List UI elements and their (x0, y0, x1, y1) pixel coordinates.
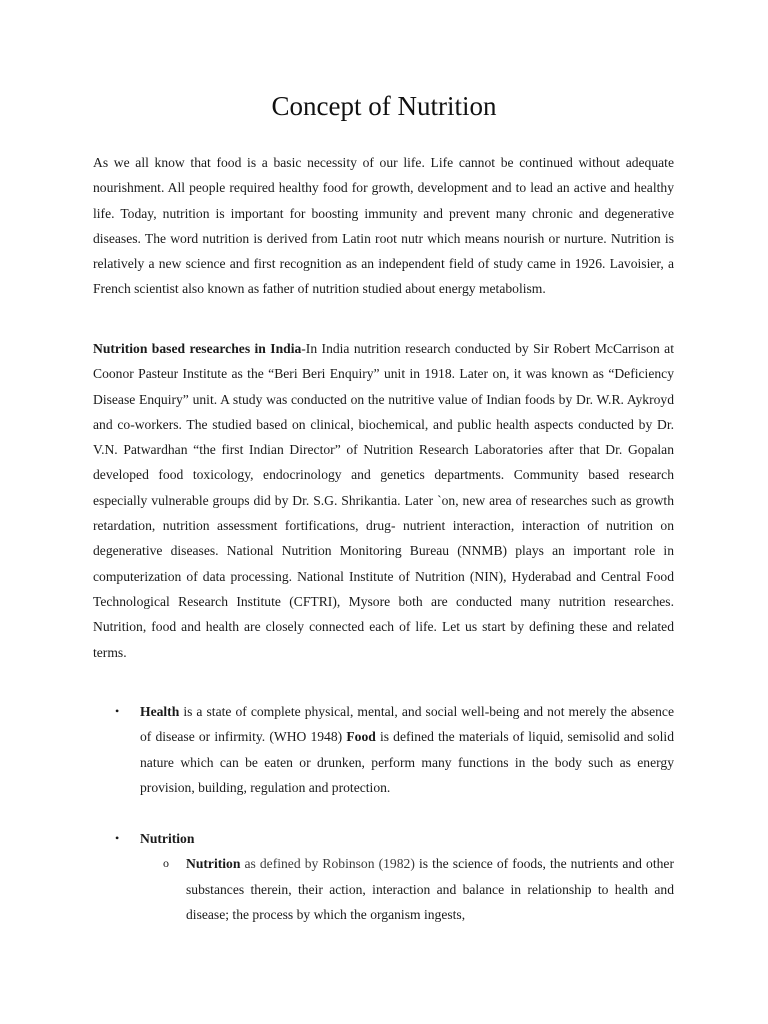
food-definition: is defined the materials of liquid, semisolid and solid nature which can be eaten or drunken, perform many functions in the body such as energy provision, building, regulation and protection. (140, 729, 675, 795)
sub-list-item-robinson (140, 851, 674, 927)
definitions-list (93, 699, 674, 800)
bullet-icon: • (115, 704, 120, 718)
research-heading: Nutrition based researches in India (93, 341, 302, 356)
robinson-reference: as defined by Robinson (1982) (240, 856, 415, 872)
sub-bullet-icon: o (163, 856, 169, 871)
intro-paragraph: As we all know that food is a basic necessity of our life. Life cannot be continued without adequate nourishment. All people required healthy food for growth, development and to lead an active and healthy life. Today, nutrition is important for boosting immunity and prevent many chronic and degenerative diseases. The word nutrition is derived from Latin root nutr which means nourish or nurture. Nutrition is relatively a new science and first recognition as an independent field of study came in 1926. Lavoisier, a French scientist also known as father of nutrition studied about energy metabolism. (93, 155, 674, 297)
bullet-icon: • (115, 831, 120, 845)
robinson-definition: is the science of foods, the nutrients and other substances therein, their action, interaction and balance in relationship to health and disease; the process by which the organism ingests, (186, 856, 674, 922)
research-text: -In India nutrition research conducted by Sir Robert McCarrison at Coonor Pasteur Institute as the “Beri Beri Enquiry” unit in 1918. Later on, it was known as “Deficiency Disease Enquiry” unit. A study was conducted on the nutritive value of Indian foods by Dr. W.R. Aykroyd and co-workers. The studied based on clinical, biochemical, and public health aspects conducted by Dr. V.N. Patwardhan “the first Indian Director” of Nutrition Research Laboratories after that Dr. Gopalan developed food toxicology, endocrinology and genetics departments. Community based research especially vulnerable groups did by Dr. S.G. Shrikantia. Later `on, new area of researches such as growth retardation, nutrition assessment fortifications, drug- nutrient interaction, interaction of nutrition on degenerative diseases. National Nutrition Monitoring Bureau (NNMB) plays an important role in computerization of data processing. National Institute of Nutrition (NIN), Hyderabad and Central Food Technological Research Institute (CFTRI), Mysore both are conducted many nutrition researches. Nutrition, food and health are closely connected each of life. Let us start by defining these and related terms. (93, 341, 674, 660)
sub-nutrition-term: Nutrition (186, 856, 241, 872)
health-term: Health (140, 704, 180, 719)
health-definition: is a state of complete physical, mental, and social well-being and not merely the absence of disease or infirmity. (WHO 1948) (140, 704, 674, 745)
nutrition-list (93, 826, 674, 927)
page-title: Concept of Nutrition (271, 91, 497, 121)
list-item-nutrition (93, 826, 674, 927)
research-paragraph (93, 336, 674, 665)
nutrition-sub-list (140, 851, 674, 927)
list-item-health (93, 699, 674, 800)
food-term: Food (346, 729, 376, 745)
nutrition-term: Nutrition (140, 831, 195, 846)
